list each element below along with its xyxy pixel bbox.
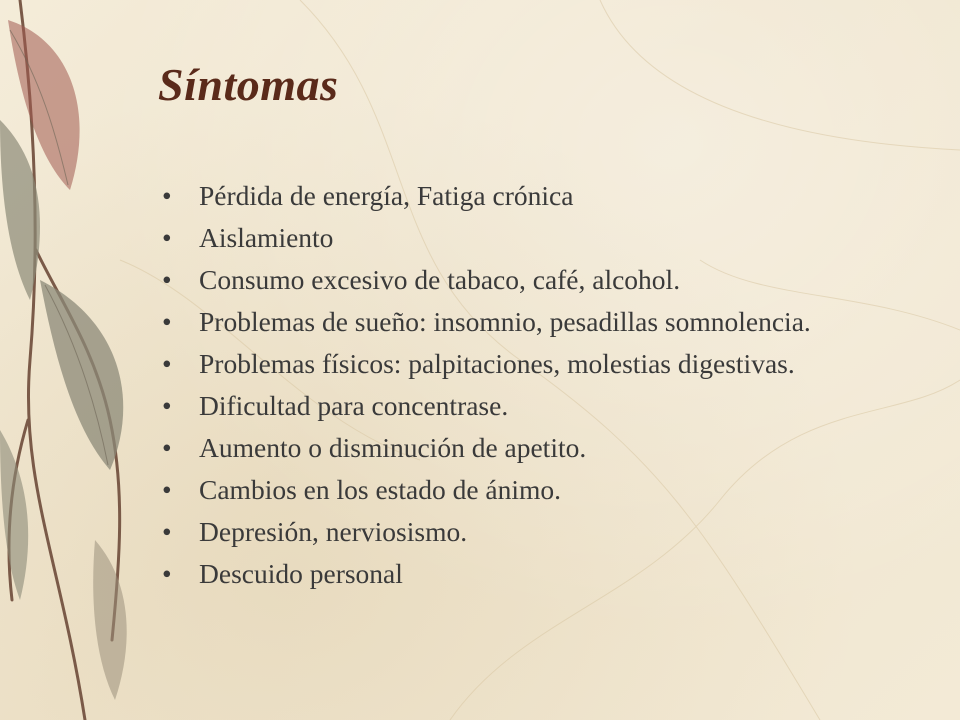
bullet-icon: • xyxy=(162,474,172,505)
list-item xyxy=(162,266,862,293)
list-item-text: Pérdida de energía, Fatiga crónica xyxy=(199,180,574,211)
bullet-icon: • xyxy=(162,516,172,547)
list-item-text: Cambios en los estado de ánimo. xyxy=(199,474,562,505)
bullet-icon: • xyxy=(162,558,172,589)
leaf-shapes xyxy=(0,20,127,700)
list-item xyxy=(162,476,862,503)
list-item xyxy=(162,308,862,335)
list-item-text: Problemas de sueño: insomnio, pesadillas somnolencia. xyxy=(199,306,811,337)
leaf-lower xyxy=(0,430,28,600)
list-item xyxy=(162,560,862,587)
slide-title: Síntomas xyxy=(158,59,339,110)
list-item xyxy=(162,350,862,377)
bullet-icon: • xyxy=(162,348,172,379)
list-item-text: Problemas físicos: palpitaciones, molestias digestivas. xyxy=(199,348,795,379)
list-item-text: Dificultad para concentrase. xyxy=(199,390,509,421)
bullet-icon: • xyxy=(162,180,172,211)
list-item xyxy=(162,434,862,461)
bullet-icon: • xyxy=(162,432,172,463)
list-item xyxy=(162,518,862,545)
list-item xyxy=(162,392,862,419)
list-item-text: Aislamiento xyxy=(199,222,334,253)
list-item-text: Consumo excesivo de tabaco, café, alcohol. xyxy=(199,264,681,295)
bullet-icon: • xyxy=(162,306,172,337)
bullet-icon: • xyxy=(162,264,172,295)
symptom-list xyxy=(162,182,862,602)
leaf-bottom xyxy=(93,540,127,700)
decorative-leaf-illustration xyxy=(0,0,160,720)
list-item-text: Depresión, nerviosismo. xyxy=(199,516,468,547)
bullet-icon: • xyxy=(162,222,172,253)
list-item xyxy=(162,182,862,209)
leaf-middle xyxy=(40,280,123,470)
list-item xyxy=(162,224,862,251)
list-item-text: Descuido personal xyxy=(199,558,403,589)
list-item-text: Aumento o disminución de apetito. xyxy=(199,432,587,463)
bullet-icon: • xyxy=(162,390,172,421)
